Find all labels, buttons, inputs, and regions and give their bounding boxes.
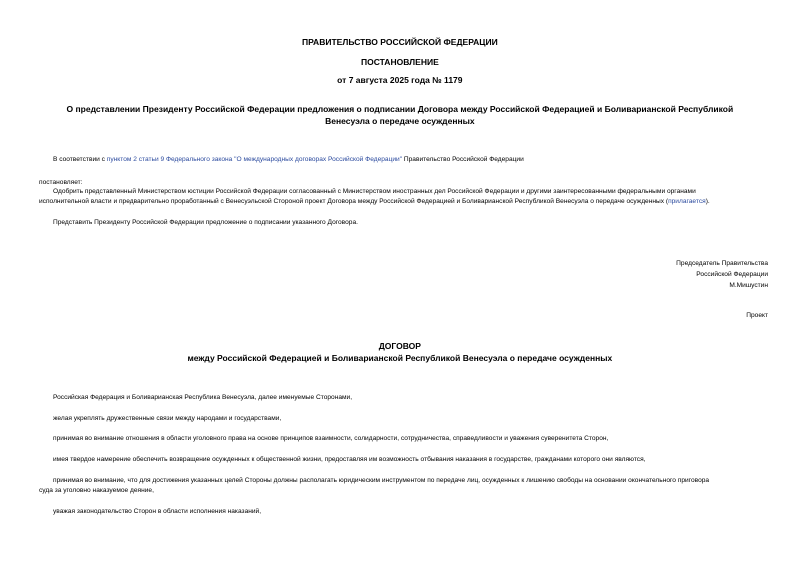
resolution-title-line1: О представлении Президенту Российской Федерации предложения о подписании Договора между Российской Федерацией и Боливарианской Республикой (66, 104, 734, 114)
treaty-para-6: уважая законодательство Сторон в области исполнения наказаний, (53, 508, 262, 515)
treaty-para-1: Российская Федерация и Боливарианская Республика Венесуэла, далее именуемые Сторонами, (53, 394, 353, 401)
treaty-subtitle: между Российской Федерацией и Боливарианской Республикой Венесуэла о передаче осужденных (187, 353, 613, 363)
para2: Представить Президенту Российской Федерации предложение о подписании указанного Договора. (53, 219, 358, 226)
resolves-text: постановляет: (39, 179, 83, 186)
law-title-link[interactable]: "О международных договорах Российской Федерации" (234, 156, 403, 163)
treaty-title: ДОГОВОР (378, 341, 422, 351)
doc-type-heading: ПОСТАНОВЛЕНИЕ (360, 57, 439, 67)
government-heading: ПРАВИТЕЛЬСТВО РОССИЙСКОЙ ФЕДЕРАЦИИ (301, 37, 498, 47)
para1-line2-end: ). (705, 198, 710, 205)
resolution-title-line2: Венесуэла о передаче осужденных (325, 116, 475, 126)
signature-title: Председатель Правительства (676, 260, 768, 267)
treaty-para-2: желая укреплять дружественные связи между народами и государствами, (53, 415, 282, 422)
preamble-prefix: В соответствии с (53, 156, 107, 163)
date-number-heading: от 7 августа 2025 года № 1179 (337, 75, 463, 85)
para1-line2-text: исполнительной власти и предварительно проработанный с Венесуэльской Стороной проект Договора между Российской Федерацией и Боливарианской Республикой Венесуэла о передаче осужденных ( (39, 198, 669, 205)
para1-line1: Одобрить представленный Министерством юстиции Российской Федерации согласованный с Министерством иностранных дел Российской Федерации и другими заинтересованными федеральными органами (53, 188, 696, 195)
para1-line2 (39, 197, 710, 206)
law-article-link[interactable]: пунктом 2 статьи 9 Федерального закона (106, 156, 233, 163)
preamble-suffix: Правительство Российской Федерации (402, 156, 524, 163)
treaty-para-3: принимая во внимание отношения в области уголовного права на основе принципов взаимности, солидарности, сотрудничества, справедливости и уважения суверенитета Сторон, (53, 435, 609, 442)
attachment-link[interactable]: прилагается (668, 198, 706, 205)
signature-org: Российской Федерации (696, 271, 768, 278)
treaty-para-4: имея твердое намерение обеспечить возвращение осужденных к общественной жизни, предоставляя им возможность отбывания наказания в государстве, гражданами которого они являются, (53, 456, 646, 463)
signature-name: М.Мишустин (729, 282, 768, 289)
treaty-para-5-line2: суда за уголовно наказуемое деяние, (39, 487, 154, 494)
preamble (53, 155, 524, 164)
treaty-para-5-line1: принимая во внимание, что для достижения указанных целей Стороны должны располагать юридическим инструментом по передаче лиц, осужденных к лишению свободы на основании окончательного приговора (53, 477, 710, 484)
draft-label: Проект (746, 312, 768, 319)
